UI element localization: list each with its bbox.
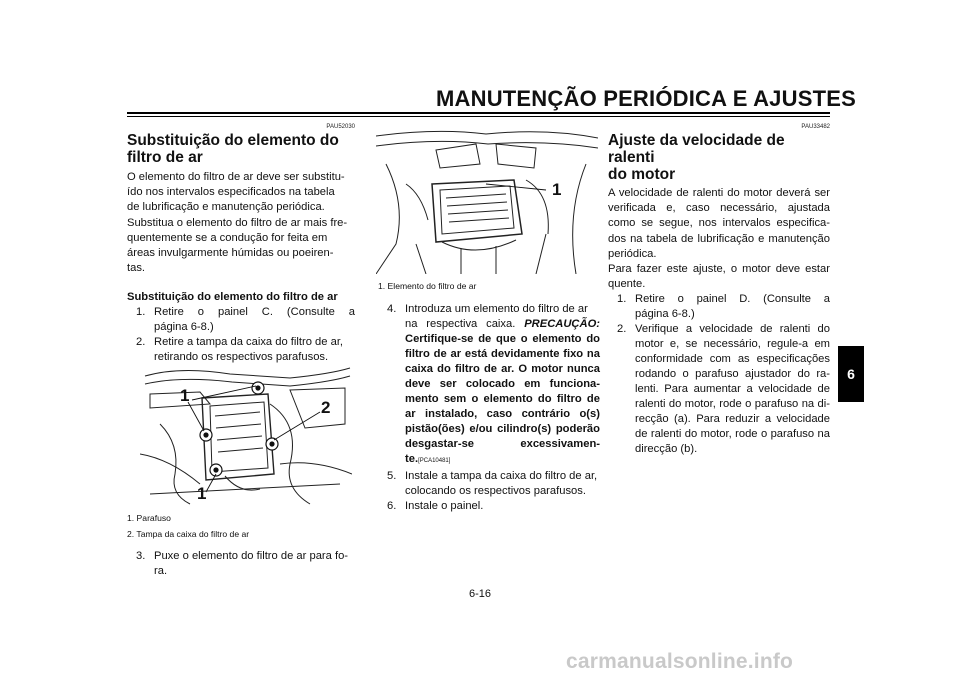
- caution-label: PRECAUÇÃO:: [524, 318, 601, 330]
- figure-caption: 1. Elemento do filtro de ar: [378, 281, 477, 291]
- step-number: 1.: [136, 306, 146, 319]
- section-code: PAU33482: [801, 124, 830, 130]
- text-line: Certifique-se de que o elemento do: [405, 333, 600, 345]
- text-line: caixa do filtro de ar. O motor nunca: [405, 363, 600, 375]
- text-line: O elemento do filtro de ar deve ser substitu-: [127, 171, 345, 183]
- text-line: de lubrificação e manutenção periódica.: [127, 201, 325, 214]
- section-title-line: Ajuste da velocidade de ralenti: [608, 132, 785, 166]
- text-line: Retire o painel D. (Consulte a: [635, 293, 830, 306]
- section-title-line: Substituição do elemento do: [127, 132, 339, 149]
- text-line: A velocidade de ralenti do motor deverá ser: [608, 187, 830, 199]
- step-number: 6.: [387, 500, 397, 512]
- text-line: rodando o parafuso ajustador do ra-: [635, 368, 830, 381]
- callout-label: 1: [197, 484, 207, 503]
- text-line: Puxe o elemento do filtro de ar para fo-: [154, 550, 349, 562]
- step-2: [608, 322, 830, 457]
- text-line: [405, 317, 600, 332]
- text-line: recção (a). Para reduzir a velocidade: [635, 413, 830, 426]
- step-number: 2.: [136, 336, 146, 349]
- step-6: [378, 499, 600, 514]
- text-line: Retire a tampa da caixa do filtro de ar,: [154, 336, 344, 349]
- step-number: 2.: [617, 323, 627, 336]
- step-number: 4.: [387, 303, 397, 315]
- text-line: quente.: [608, 278, 646, 291]
- text-line: retirando os respectivos parafusos.: [154, 351, 329, 364]
- text-line: conformidade com as especificações: [635, 353, 830, 366]
- step-number: 5.: [387, 470, 397, 482]
- middle-column: [378, 302, 600, 514]
- text-line: página 6-8.): [154, 321, 214, 334]
- step-1: [608, 292, 830, 322]
- step-4: [378, 302, 600, 469]
- intro-paragraph: [608, 186, 830, 292]
- text-line: página 6-8.): [635, 308, 695, 321]
- step-number: 3.: [136, 550, 146, 562]
- text-line: verificada e, caso necessário, ajustada: [608, 202, 830, 215]
- section-title: [608, 132, 830, 183]
- text-line: ra.: [154, 565, 168, 577]
- figure-caption: 1. Parafuso: [127, 513, 171, 523]
- text-line: [405, 452, 600, 469]
- callout-label: 1: [180, 386, 190, 405]
- text-line: áreas invulgarmente húmidas ou poeiren-: [127, 247, 334, 260]
- text-line: pistão(ões) e/ou cilindro(s) poderão: [405, 423, 600, 435]
- text-line: Introduza um elemento do filtro de ar: [405, 303, 588, 315]
- caution-text: [405, 332, 600, 469]
- step-3: [127, 549, 355, 579]
- subsection-heading: Substituição do elemento do filtro de ar: [127, 291, 338, 304]
- text-line: periódica.: [608, 247, 657, 260]
- motorcycle-illustration: [376, 124, 598, 274]
- text-line: Substitua o elemento do filtro de ar mais fre-: [127, 216, 348, 229]
- step-5: [378, 469, 600, 499]
- text-line: lenti. Para aumentar a velocidade de: [635, 383, 830, 396]
- text-line: Retire o painel C. (Consulte a: [154, 306, 355, 319]
- text-line: colocando os respectivos parafusos.: [405, 485, 586, 497]
- text-line: quentemente se a condução for feita em: [127, 231, 328, 244]
- step-2: [127, 335, 355, 365]
- text-line: filtro de ar está devidamente fixo na: [405, 348, 600, 360]
- text-line: Instale a tampa da caixa do filtro de ar,: [405, 470, 598, 482]
- text-line: tas.: [127, 262, 146, 275]
- section-code: PAU52030: [326, 124, 355, 130]
- left-column: [127, 124, 355, 365]
- text-line: desgastar-se excessivamen-: [405, 438, 600, 450]
- intro-paragraph: [127, 170, 355, 276]
- callout-label: 1: [552, 180, 562, 199]
- section-title-line: do motor: [608, 166, 676, 183]
- chapter-tab: 6: [838, 346, 864, 402]
- text-line: Para fazer este ajuste, o motor deve estar: [608, 263, 830, 276]
- watermark: carmanualsonline.info: [566, 650, 794, 673]
- header-rule-thin: [127, 116, 830, 117]
- text-line: dos na tabela de lubrificação e manutenção: [608, 232, 830, 245]
- step-number: 1.: [617, 293, 627, 306]
- caution-code: [PCA10481]: [418, 458, 451, 464]
- motorcycle-illustration: [140, 364, 352, 506]
- header-rule: [127, 112, 830, 114]
- text-line: de ralenti do motor, rode o parafuso na: [635, 428, 830, 441]
- right-column: [608, 124, 830, 457]
- callout-label: 2: [321, 398, 331, 417]
- text-line: como se segue, nos intervalos especifica-: [608, 217, 830, 230]
- text-line: Instale o painel.: [405, 500, 484, 512]
- page-number: 6-16: [468, 588, 492, 600]
- text-line: Verifique a velocidade de ralenti do: [635, 323, 830, 336]
- page-header-title: MANUTENÇÃO PERIÓDICA E AJUSTES: [436, 86, 856, 111]
- text-fragment: te.: [405, 453, 419, 465]
- air-filter-element-figure: [376, 124, 598, 274]
- text-line: motor e, se necessário, regule-a em: [635, 338, 830, 351]
- section-title-line: filtro de ar: [127, 149, 203, 166]
- figure-caption: 2. Tampa da caixa do filtro de ar: [127, 529, 250, 539]
- step-1: [127, 305, 355, 335]
- text-line: direcção (b).: [635, 443, 698, 456]
- left-figure-captions: [127, 512, 355, 541]
- section-title: [127, 132, 355, 166]
- text-line: ído nos intervalos especificados na tabela: [127, 186, 335, 199]
- text-line: deve ser colocado em funciona-: [405, 378, 600, 390]
- text-line: ar instalado, caso contrário o(s): [405, 408, 600, 420]
- text-line: ralenti do motor, rode o parafuso na di-: [635, 398, 830, 411]
- air-filter-case-cover-figure: [140, 364, 352, 506]
- text-fragment: na respectiva caixa.: [405, 318, 516, 330]
- text-line: mento sem o elemento do filtro de: [405, 393, 600, 405]
